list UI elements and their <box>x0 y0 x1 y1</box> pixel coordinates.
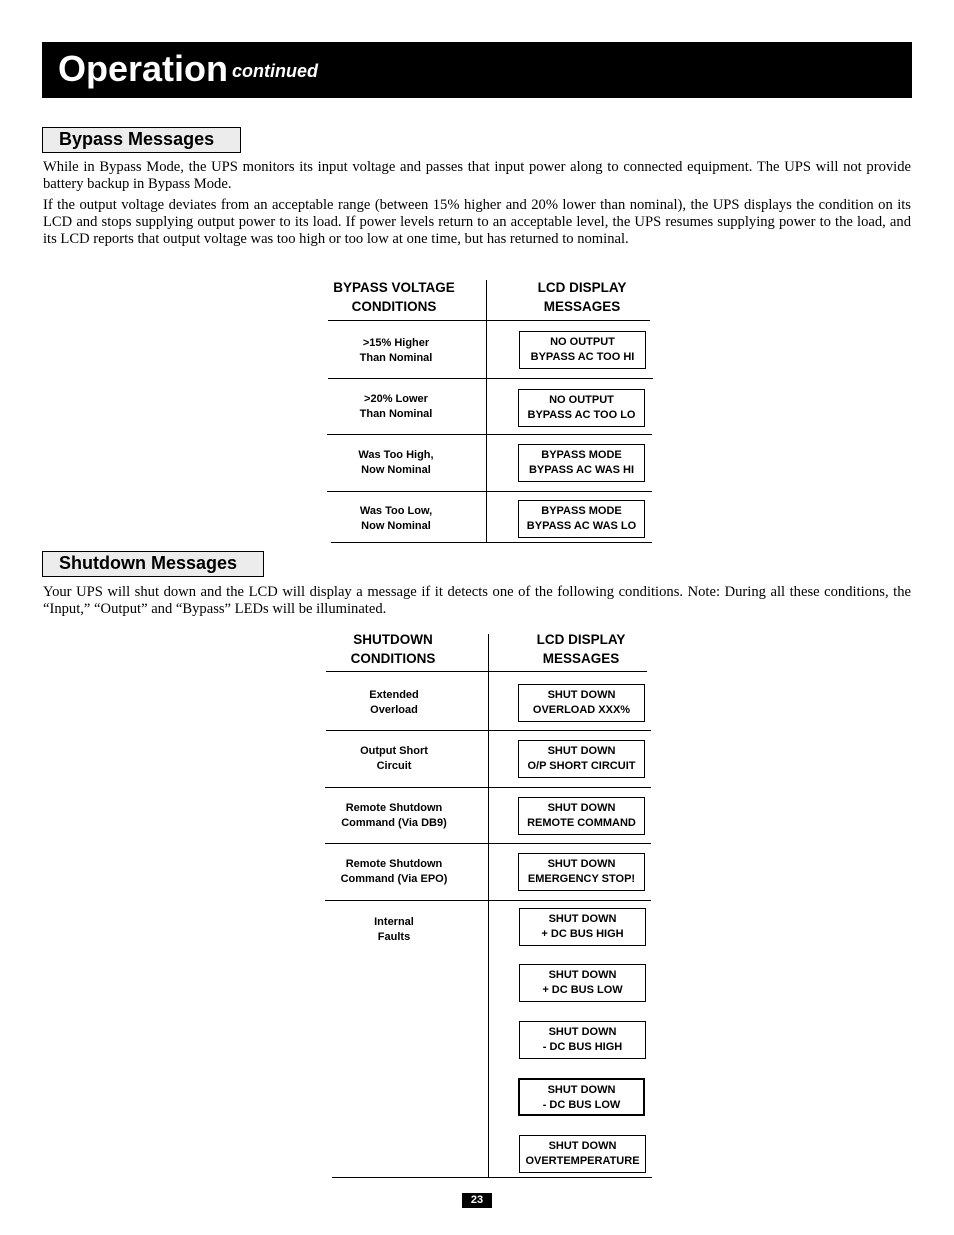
bypass-condition: Was Too High, Now Nominal <box>358 449 434 476</box>
lcd-message: BYPASS MODE BYPASS AC WAS LO <box>518 500 645 538</box>
lcd-message: SHUT DOWN - DC BUS LOW <box>518 1078 645 1116</box>
page-title: Operation <box>58 48 229 89</box>
lcd-message: SHUT DOWN O/P SHORT CIRCUIT <box>518 740 645 778</box>
bypass-paragraph-2: If the output voltage deviates from an acceptable range (between 15% higher and 20% lower than nominal), the UPS displays the condition on its LCD and stops supplying output power to its load. If power levels return to an acceptable level, the UPS resumes supplying power to the load, and its LCD reports that output voltage was too high or too low at one time, but has returned to nominal. <box>43 197 911 247</box>
shutdown-row-rule <box>325 787 651 788</box>
shutdown-table-divider <box>488 634 489 1178</box>
lcd-message: BYPASS MODE BYPASS AC WAS HI <box>518 444 645 482</box>
shutdown-col-conditions-header: SHUTDOWN CONDITIONS <box>350 632 436 666</box>
bypass-condition: Was Too Low, Now Nominal <box>359 505 433 532</box>
bypass-row-rule <box>327 434 652 435</box>
bypass-row-rule <box>328 378 653 379</box>
bypass-table-bottom-rule <box>331 542 652 543</box>
lcd-message: SHUT DOWN - DC BUS HIGH <box>519 1021 646 1059</box>
bypass-paragraph-1: While in Bypass Mode, the UPS monitors its input voltage and passes that input power along to connected equipment. The UPS will not provide battery backup in Bypass Mode. <box>43 159 911 192</box>
shutdown-row-rule <box>325 843 651 844</box>
bypass-col-messages-header: LCD DISPLAY MESSAGES <box>537 280 627 314</box>
bypass-heading: Bypass Messages <box>42 127 241 153</box>
shutdown-table-bottom-rule <box>332 1177 652 1178</box>
shutdown-heading: Shutdown Messages <box>42 551 264 577</box>
lcd-message: SHUT DOWN EMERGENCY STOP! <box>518 853 645 891</box>
shutdown-condition: Output Short Circuit <box>360 745 428 772</box>
shutdown-condition: Extended Overload <box>369 689 419 716</box>
page-subtitle: continued <box>232 61 318 81</box>
header-banner <box>42 42 912 98</box>
lcd-message: SHUT DOWN + DC BUS LOW <box>519 964 646 1002</box>
shutdown-row-rule <box>325 900 651 901</box>
shutdown-condition: Remote Shutdown Command (Via EPO) <box>340 858 448 885</box>
shutdown-condition-internal-faults: Internal Faults <box>374 916 414 943</box>
shutdown-paragraph: Your UPS will shut down and the LCD will display a message if it detects one of the following conditions. Note: During all these conditions, the “Input,” “Output” and “Bypass” LEDs will be illuminated. <box>43 584 911 617</box>
bypass-condition: >15% Higher Than Nominal <box>359 337 433 364</box>
shutdown-col-messages-header: LCD DISPLAY MESSAGES <box>536 632 626 666</box>
lcd-message: SHUT DOWN + DC BUS HIGH <box>519 908 646 946</box>
lcd-message: SHUT DOWN OVERTEMPERATURE <box>519 1135 646 1173</box>
bypass-row-rule <box>327 491 652 492</box>
shutdown-row-rule <box>326 730 651 731</box>
lcd-message: SHUT DOWN REMOTE COMMAND <box>518 797 645 835</box>
bypass-condition: >20% Lower Than Nominal <box>359 393 433 420</box>
lcd-message: NO OUTPUT BYPASS AC TOO LO <box>518 389 645 427</box>
lcd-message: NO OUTPUT BYPASS AC TOO HI <box>519 331 646 369</box>
shutdown-table-header-rule <box>326 671 647 672</box>
bypass-table-header-rule <box>328 320 650 321</box>
bypass-col-conditions-header: BYPASS VOLTAGE CONDITIONS <box>333 280 455 314</box>
shutdown-condition: Remote Shutdown Command (Via DB9) <box>341 802 447 829</box>
page-number: 23 <box>462 1193 492 1208</box>
lcd-message: SHUT DOWN OVERLOAD XXX% <box>518 684 645 722</box>
